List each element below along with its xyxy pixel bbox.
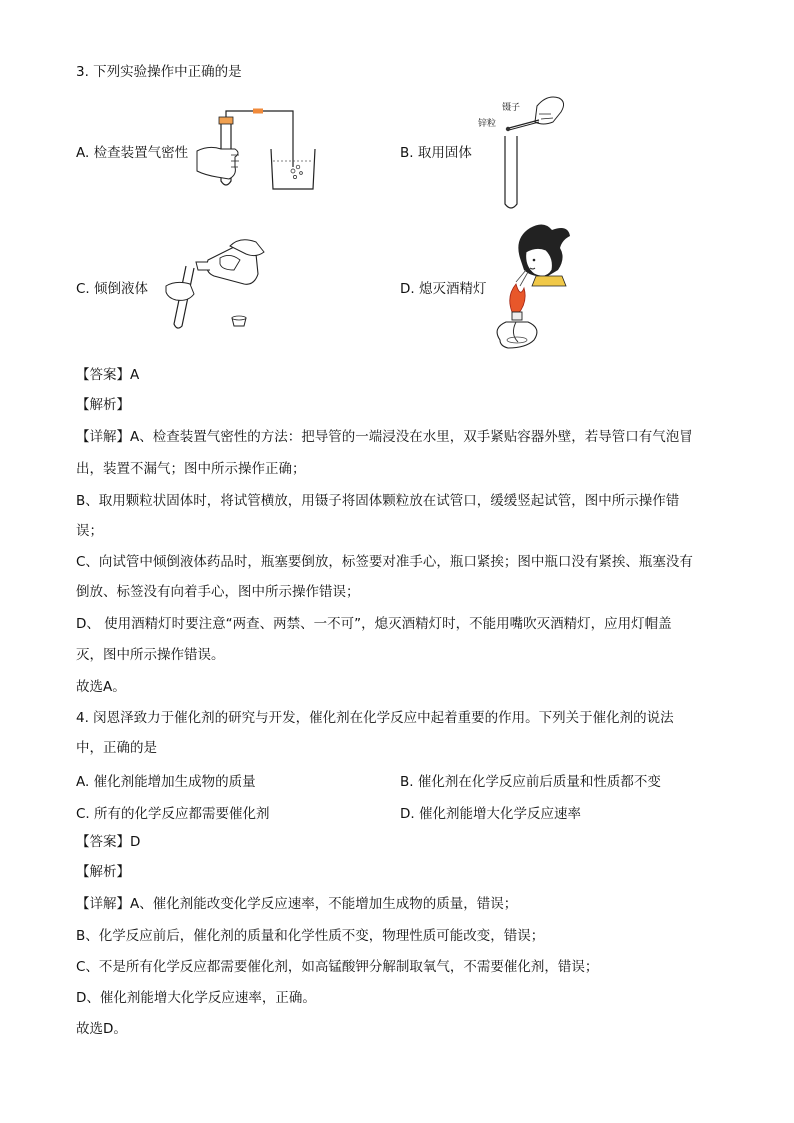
airtightness-apparatus-figure xyxy=(195,105,325,195)
q3-explanation-line: B、取用颗粒状固体时，将试管横放，用镊子将固体颗粒放在试管口，缓缓竖起试管，图中所示操作错 xyxy=(76,493,680,509)
q4-analysis-tag: 【解析】 xyxy=(76,864,130,880)
q4-stem-line: 中，正确的是 xyxy=(76,740,157,756)
answer-tag: 【答案】 xyxy=(76,367,130,383)
q4-explanation-line: B、化学反应前后，催化剂的质量和化学性质不变，物理性质可能改变，错误； xyxy=(76,928,545,944)
q4-explanation-line: 【详解】A、催化剂能改变化学反应速率，不能增加生成物的质量，错误； xyxy=(76,896,518,912)
q3-explanation-line: 误； xyxy=(76,523,103,539)
q4-option-d: D. 催化剂能增大化学反应速率 xyxy=(400,806,581,822)
q4-option-b: B. 催化剂在化学反应前后质量和性质都不变 xyxy=(400,774,661,790)
q4-stem-line: 4. 闵恩泽致力于催化剂的研究与开发，催化剂在化学反应中起着重要的作用。下列关于催化剂的说法 xyxy=(76,710,674,726)
q4-answer xyxy=(76,832,140,852)
answer-tag: 【答案】 xyxy=(76,834,130,850)
q4-explanation-line: D、催化剂能增大化学反应速率，正确。 xyxy=(76,990,316,1006)
q3-option-b: B. 取用固体 xyxy=(400,145,472,161)
q3-explanation-line: 【详解】A、检查装置气密性的方法：把导管的一端浸没在水里，双手紧贴容器外壁，若导管口有气泡冒 xyxy=(76,429,693,445)
q4-option-c: C. 所有的化学反应都需要催化剂 xyxy=(76,806,270,822)
pouring-liquid-figure xyxy=(160,238,275,333)
tweezers-label: 镊子 xyxy=(502,103,521,113)
q3-explanation-line: 灭，图中所示操作错误。 xyxy=(76,647,225,663)
q3-explanation-line: 故选A。 xyxy=(76,679,126,695)
extinguish-alcohol-lamp-figure xyxy=(486,218,576,353)
q3-explanation-line: 出，装置不漏气；图中所示操作正确； xyxy=(76,461,306,477)
q4-explanation-line: C、不是所有化学反应都需要催化剂，如高锰酸钾分解制取氧气，不需要催化剂，错误； xyxy=(76,959,599,975)
q3-explanation-line: C、向试管中倾倒液体药品时，瓶塞要倒放，标签要对准手心，瓶口紧挨；图中瓶口没有紧挨、瓶塞没有 xyxy=(76,554,693,570)
q3-option-c: C. 倾倒液体 xyxy=(76,281,149,297)
answer-value: D xyxy=(130,834,141,850)
zinc-label: 锌粒 xyxy=(478,119,497,129)
q3-answer xyxy=(76,365,139,385)
q3-explanation-line: 倒放、标签没有向着手心，图中所示操作错误； xyxy=(76,584,360,600)
q3-option-a: A. 检查装置气密性 xyxy=(76,145,189,161)
q3-stem: 3. 下列实验操作中正确的是 xyxy=(76,64,242,80)
answer-value: A xyxy=(130,367,140,383)
q4-option-a: A. 催化剂能增加生成物的质量 xyxy=(76,774,256,790)
q3-option-d: D. 熄灭酒精灯 xyxy=(400,281,487,297)
q3-explanation-line: D、 使用酒精灯时要注意“两查、两禁、一不可”，熄灭酒精灯时，不能用嘴吹灭酒精灯，应用灯帽盖 xyxy=(76,616,672,632)
q3-analysis-tag: 【解析】 xyxy=(76,397,130,413)
q4-explanation-line: 故选D。 xyxy=(76,1021,127,1037)
solid-sampling-figure xyxy=(495,92,575,212)
